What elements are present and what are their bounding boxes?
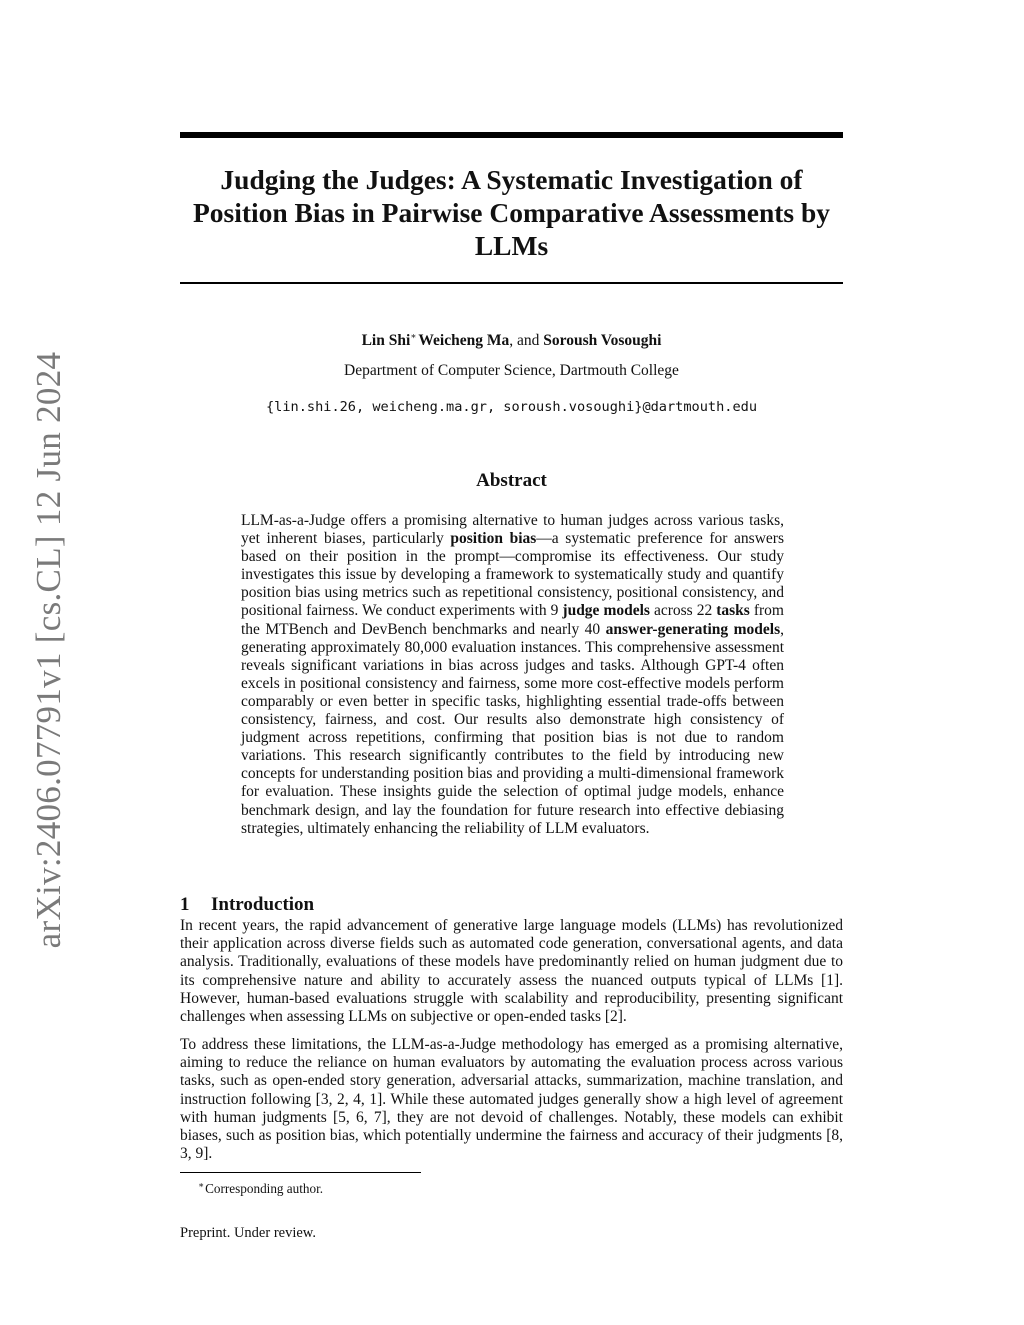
author-separator: , and	[509, 332, 544, 349]
footnote	[198, 1177, 323, 1197]
abstract-text: across 22	[649, 602, 717, 620]
footnote-mark: ∗	[198, 1180, 205, 1190]
author-name: Soroush Vosoughi	[543, 332, 662, 349]
author-name: Lin Shi	[361, 332, 411, 349]
arxiv-identifier-stamp: arXiv:2406.07791v1 [cs.CL] 12 Jun 2024	[29, 351, 68, 949]
preprint-notice: Preprint. Under review.	[180, 1225, 316, 1241]
paper-title: Judging the Judges: A Systematic Investigation of Position Bias in Pairwise Comparative Assessments by LLMs	[192, 164, 831, 261]
title-bottom-rule	[180, 282, 843, 284]
affiliation: Department of Computer Science, Dartmouth College	[344, 362, 679, 379]
section-heading-introduction	[180, 894, 314, 916]
footnote-text: Corresponding author.	[205, 1181, 324, 1196]
title-top-rule	[180, 132, 843, 138]
abstract-text: , generating approximately 80,000 evaluation instances. This comprehensive assessment reveals significant variations in bias across judges and tasks. Although GPT-4 often excels in positional consistency and fairness, some more cost-effective models perform comparably or even better in specific tasks, highlighting essential trade-offs between consistency, fairness, and cost. Our results also demonstrate high consistency of judgment across repetitions, confirming that position bias is not due to random variations. This research significantly contributes to the field by introducing new concepts for understanding position bias and providing a multi-dimensional framework for evaluation. These insights guide the selection of optimal judge models, enhance benchmark design, and lay the foundation for future research into effective debiasing strategies, ultimately enhancing the reliability of LLM evaluators.	[241, 620, 784, 837]
abstract-term: tasks	[716, 602, 750, 620]
author-list	[180, 326, 843, 351]
abstract-term: answer-generating models	[605, 620, 781, 638]
abstract-text: from the MTBench and DevBench benchmarks and nearly 40	[241, 602, 784, 638]
abstract-text: LLM-as-a-Judge offers a promising alternative to human judges across various tasks, yet inherent biases, particularly	[241, 512, 784, 548]
author-name: Weicheng Ma	[418, 332, 510, 349]
author-emails: {lin.shi.26, weicheng.ma.gr, soroush.vosoughi}@dartmouth.edu	[265, 399, 758, 415]
abstract-heading: Abstract	[476, 470, 547, 491]
corresponding-author-mark: ∗	[410, 331, 417, 341]
section-title: Introduction	[211, 894, 315, 915]
abstract-body	[241, 512, 784, 838]
footnote-rule	[180, 1172, 421, 1173]
introduction-paragraph-2: To address these limitations, the LLM-as-a-Judge methodology has emerged as a promising alternative, aiming to reduce the reliance on human evaluators by automating the evaluation process across various tasks, such as open-ended story generation, adversarial attacks, summarization, machine translation, and instruction following [3, 2, 4, 1]. While these automated judges generally show a high level of agreement with human judgments [5, 6, 7], they are not devoid of challenges. Notably, these models can exhibit biases, such as position bias, which potentially undermine the fairness and accuracy of their judgments [8, 3, 9].	[180, 1036, 843, 1163]
section-number: 1	[180, 894, 190, 915]
abstract-term: judge models	[562, 602, 650, 620]
abstract-term: position bias	[450, 530, 537, 548]
abstract-text: —a systematic preference for answers based on their position in the prompt—compromise its effectiveness. Our study investigates this issue by developing a framework to systematically study and quantify position bias using metrics such as repetitional consistency, positional consistency, and positional fairness. We conduct experiments with 9	[241, 530, 784, 620]
introduction-paragraph-1: In recent years, the rapid advancement of generative large language models (LLMs) has revolutionized their application across diverse fields such as automated code generation, conversational agents, and data analysis. Traditionally, evaluations of these models have predominantly relied on human judgment due to its comprehensive nature and ability to accurately assess the nuanced outputs typical of LLMs [1]. However, human-based evaluations struggle with scalability and reproducibility, presenting significant challenges when assessing LLMs on subjective or open-ended tasks [2].	[180, 917, 843, 1026]
